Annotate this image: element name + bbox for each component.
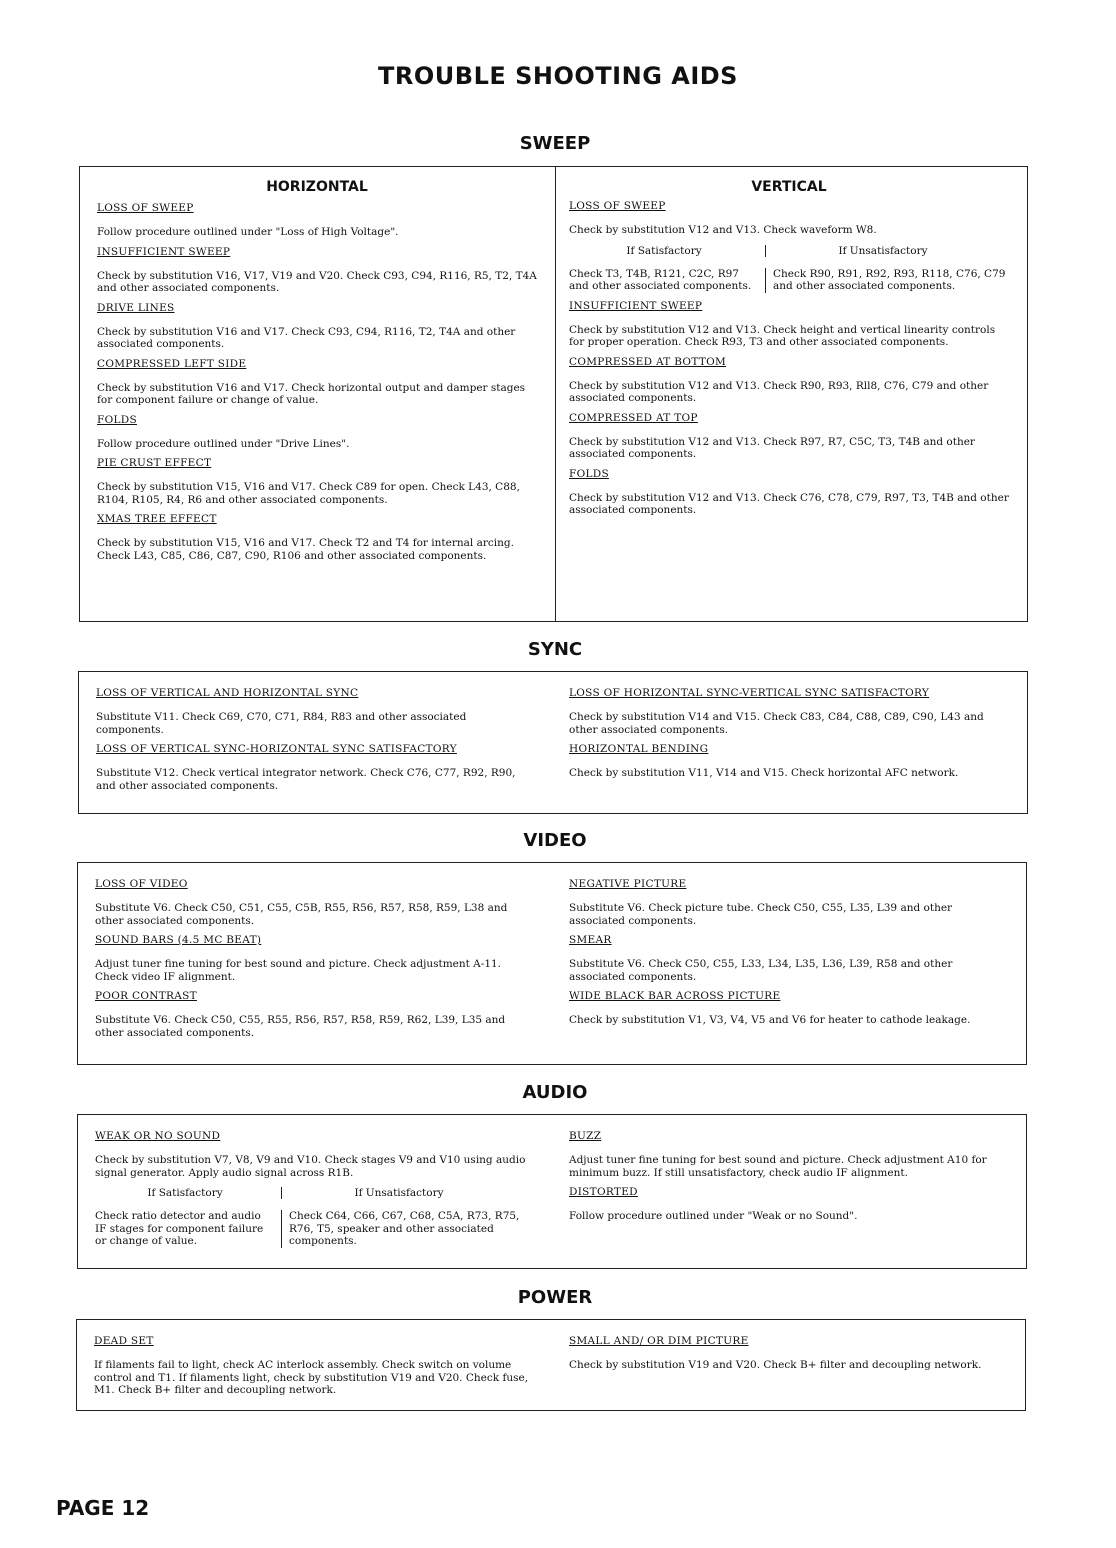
item-title: SMALL AND/ OR DIM PICTURE <box>569 1335 749 1347</box>
item-text: Check by substitution V19 and V20. Check B+ filter and decoupling network. <box>569 1359 982 1371</box>
if-unsatisfactory-label: If Unsatisfactory <box>354 1187 444 1199</box>
condition-separator <box>765 245 767 257</box>
item-title: DEAD SET <box>94 1335 154 1347</box>
item-text: Adjust tuner fine tuning for best sound and picture. Check adjustment A10 for minimum buzz. If still unsatisfactory, check audio IF alignment. <box>569 1154 987 1179</box>
item-title: BUZZ <box>569 1130 602 1142</box>
power-right-column <box>569 1328 1009 1372</box>
item-text: Substitute V12. Check vertical integrator network. Check C76, C77, R92, R90, and other associated components. <box>96 767 516 792</box>
sync-left-column <box>96 680 536 792</box>
condition-labels <box>95 1187 535 1199</box>
condition-separator <box>765 268 767 293</box>
item-title: FOLDS <box>569 467 609 480</box>
satisfactory-branch: Check ratio detector and audio IF stages for component failure or change of value. <box>95 1210 264 1247</box>
page-number: PAGE 12 <box>56 1496 150 1520</box>
item-text: Adjust tuner fine tuning for best sound and picture. Check adjustment A-11. Check video IF alignment. <box>95 958 502 983</box>
item-text: Check by substitution V16 and V17. Check C93, C94, R116, T2, T4A and other associated components. <box>97 325 516 350</box>
unsatisfactory-branch: Check R90, R91, R92, R93, R118, C76, C79 and other associated components. <box>773 267 1006 292</box>
item-text: Follow procedure outlined under "Drive Lines". <box>97 437 350 450</box>
item-text: Check by substitution V1, V3, V4, V5 and V6 for heater to cathode leakage. <box>569 1014 971 1026</box>
video-left-column <box>95 871 535 1039</box>
audio-left-column <box>95 1123 535 1248</box>
item-text: Follow procedure outlined under "Loss of High Voltage". <box>97 226 399 238</box>
horizontal-heading: HORIZONTAL <box>266 179 368 195</box>
condition-branches <box>569 268 1009 293</box>
page-title: TROUBLE SHOOTING AIDS <box>378 62 738 90</box>
item-text: Check by substitution V12 and V13. Check waveform W8. <box>569 224 877 236</box>
item-title: FOLDS <box>97 413 137 426</box>
item-text: Substitute V6. Check C50, C51, C55, C5B, R55, R56, R57, R58, R59, L38 and other associated components. <box>95 902 508 927</box>
item-text: Substitute V6. Check C50, C55, R55, R56, R57, R58, R59, R62, L39, L35 and other associated components. <box>95 1014 506 1039</box>
condition-separator <box>281 1210 283 1248</box>
audio-heading: AUDIO <box>522 1082 588 1103</box>
item-text: If filaments fail to light, check AC interlock assembly. Check switch on volume control and T1. If filaments light, check by substitution V19 and V20. Check fuse, M1. Check B+ filter and decoupling network. <box>94 1359 529 1396</box>
vertical-column <box>569 167 1009 517</box>
video-heading: VIDEO <box>523 830 587 851</box>
item-title: LOSS OF VERTICAL SYNC-HORIZONTAL SYNC SATISFACTORY <box>96 743 457 755</box>
audio-box <box>77 1114 1027 1269</box>
if-satisfactory-label: If Satisfactory <box>147 1187 223 1199</box>
if-satisfactory-label: If Satisfactory <box>626 244 702 257</box>
item-text: Check by substitution V12 and V13. Check height and vertical linearity controls for proper operation. Check R93, T3 and other associated components. <box>569 323 996 348</box>
item-text: Check by substitution V12 and V13. Check R90, R93, Rll8, C76, C79 and other associated components. <box>569 379 989 404</box>
horizontal-items <box>97 202 537 562</box>
if-unsatisfactory-label: If Unsatisfactory <box>838 244 928 257</box>
item-text: Substitute V6. Check picture tube. Check C50, C55, L35, L39 and other associated components. <box>569 902 953 927</box>
item-title: DRIVE LINES <box>97 301 175 314</box>
item-title: LOSS OF VERTICAL AND HORIZONTAL SYNC <box>96 687 359 699</box>
item-title: WEAK OR NO SOUND <box>95 1130 221 1142</box>
sweep-heading: SWEEP <box>519 133 591 154</box>
sync-right-column <box>569 680 1009 780</box>
item-title: INSUFFICIENT SWEEP <box>97 245 231 258</box>
item-text: Check by substitution V15, V16 and V17. Check C89 for open. Check L43, C88, R104, R105, R4, R6 and other associated components. <box>97 481 520 506</box>
column-divider <box>555 167 556 621</box>
item-text: Substitute V11. Check C69, C70, C71, R84, R83 and other associated components. <box>96 711 467 736</box>
item-title: INSUFFICIENT SWEEP <box>569 299 703 312</box>
vertical-items <box>569 300 1009 517</box>
item-title: LOSS OF SWEEP <box>569 200 666 212</box>
sync-heading: SYNC <box>527 639 583 660</box>
item-title: LOSS OF VIDEO <box>95 878 188 890</box>
item-title: HORIZONTAL BENDING <box>569 743 709 755</box>
item-title: XMAS TREE EFFECT <box>97 513 217 525</box>
item-title: SOUND BARS (4.5 MC BEAT) <box>95 934 262 946</box>
power-left-column <box>94 1328 534 1397</box>
item-title: LOSS OF HORIZONTAL SYNC-VERTICAL SYNC SATISFACTORY <box>569 687 930 699</box>
item-title: NEGATIVE PICTURE <box>569 878 687 890</box>
condition-labels <box>569 245 1009 257</box>
unsatisfactory-branch: Check C64, C66, C67, C68, C5A, R73, R75, R76, T5, speaker and other associated components. <box>289 1210 520 1247</box>
item-text: Check by substitution V14 and V15. Check C83, C84, C88, C89, C90, L43 and other associated components. <box>569 711 984 736</box>
power-box <box>76 1319 1026 1411</box>
item-text: Check by substitution V16 and V17. Check horizontal output and damper stages for component failure or change of value. <box>97 381 526 406</box>
satisfactory-branch: Check T3, T4B, R121, C2C, R97 and other associated components. <box>569 267 752 292</box>
vertical-heading: VERTICAL <box>751 179 827 195</box>
item-text: Substitute V6. Check C50, C55, L33, L34, L35, L36, L39, R58 and other associated components. <box>569 958 953 983</box>
item-text: Follow procedure outlined under "Weak or no Sound". <box>569 1210 858 1222</box>
item-title: WIDE BLACK BAR ACROSS PICTURE <box>569 990 781 1002</box>
power-heading: POWER <box>517 1287 593 1308</box>
item-text: Check by substitution V12 and V13. Check C76, C78, C79, R97, T3, T4B and other associated components. <box>569 491 1009 516</box>
video-right-column <box>569 871 1009 1027</box>
video-box <box>77 862 1027 1065</box>
item-title: SMEAR <box>569 934 612 946</box>
horizontal-column <box>97 167 537 562</box>
item-text: Check by substitution V7, V8, V9 and V10. Check stages V9 and V10 using audio signal generator. Apply audio signal across R1B. <box>95 1154 526 1179</box>
item-text: Check by substitution V11, V14 and V15. Check horizontal AFC network. <box>569 767 959 779</box>
sync-box <box>78 671 1028 814</box>
item-title: COMPRESSED AT TOP <box>569 411 698 424</box>
item-title: COMPRESSED LEFT SIDE <box>97 357 247 370</box>
item-text: Check by substitution V16, V17, V19 and V20. Check C93, C94, R116, R5, T2, T4A and other associated components. <box>97 269 537 294</box>
item-title: DISTORTED <box>569 1186 638 1198</box>
sweep-box <box>79 166 1028 622</box>
item-title: POOR CONTRAST <box>95 990 197 1002</box>
item-text: Check by substitution V12 and V13. Check R97, R7, C5C, T3, T4B and other associated components. <box>569 435 975 460</box>
condition-branches <box>95 1210 535 1248</box>
item-title: PIE CRUST EFFECT <box>97 457 212 469</box>
item-title: COMPRESSED AT BOTTOM <box>569 355 727 368</box>
condition-separator <box>281 1187 283 1199</box>
audio-right-column <box>569 1123 1009 1223</box>
item-text: Check by substitution V15, V16 and V17. Check T2 and T4 for internal arcing. Check L43, C85, C86, C87, C90, R106 and other associated components. <box>97 537 514 562</box>
item-title: LOSS OF SWEEP <box>97 202 194 214</box>
